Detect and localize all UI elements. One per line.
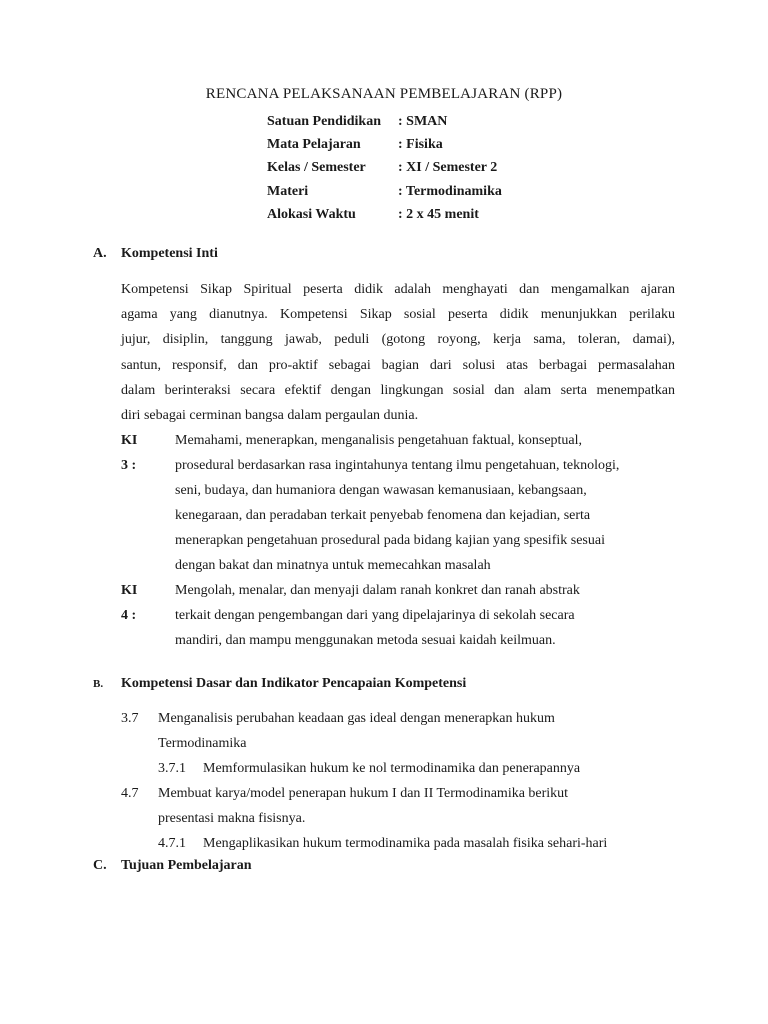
paragraph-line: dalam berinteraksi secara efektif dengan lingkungan sosial dan alam serta menempatkan (121, 382, 675, 398)
ki3-text (175, 428, 660, 578)
section-b-heading (93, 676, 466, 692)
meta-row (267, 110, 502, 133)
section-title: Tujuan Pembelajaran (121, 858, 252, 873)
ki3-line: menerapkan pengetahuan prosedural pada bidang kajian yang spesifik sesuai (175, 533, 605, 548)
ki3-label: KI 3 : (121, 433, 138, 473)
section-letter: A. (93, 246, 107, 261)
paragraph-line: jujur, disiplin, tanggung jawab, peduli (gotong royong, kerja sama, toleran, damai), (121, 332, 675, 348)
indicator-4-7-1-number: 4.7.1 (158, 836, 186, 851)
paragraph-line: Kompetensi Sikap Spiritual peserta didik adalah menghayati dan mengamalkan ajaran (121, 282, 675, 297)
indicator-3-7-1-number: 3.7.1 (158, 761, 186, 776)
meta-row (267, 204, 502, 227)
section-title: Kompetensi Dasar dan Indikator Pencapaian Kompetensi (121, 676, 467, 691)
ki4-label: KI 4 : (121, 583, 138, 623)
indicator-3-7-1-text: Memformulasikan hukum ke nol termodinamika dan penerapannya (203, 761, 581, 776)
section-title: Kompetensi Inti (121, 246, 218, 261)
meta-label: Satuan Pendidikan (267, 113, 381, 129)
meta-label: Mata Pelajaran (267, 137, 361, 153)
kompetensi-inti-paragraph (121, 277, 675, 428)
meta-value: : XI / Semester 2 (398, 160, 498, 176)
meta-value: : Termodinamika (398, 183, 502, 199)
meta-value: : Fisika (398, 137, 443, 153)
identity-table (267, 110, 502, 227)
section-letter: B. (93, 678, 104, 690)
ki4-text (175, 578, 660, 653)
ki4-line: Mengolah, menalar, dan menyaji dalam ranah konkret dan ranah abstrak (175, 583, 580, 598)
ki3-line: kenegaraan, dan peradaban terkait penyebab fenomena dan kejadian, serta (175, 508, 591, 523)
kd-4-7-number: 4.7 (121, 786, 139, 801)
meta-label: Kelas / Semester (267, 160, 366, 176)
ki4-line: mandiri, dan mampu menggunakan metoda sesuai kaidah keilmuan. (175, 633, 556, 648)
indicator-4-7-1-text: Mengaplikasikan hukum termodinamika pada masalah fisika sehari-hari (203, 836, 608, 851)
kd-3-7-number: 3.7 (121, 711, 139, 726)
kd-3-7-text: Menganalisis perubahan keadaan gas ideal dengan menerapkan hukum (158, 711, 555, 726)
section-c-heading (93, 858, 252, 874)
section-letter: C. (93, 858, 107, 873)
meta-value: : 2 x 45 menit (398, 207, 479, 223)
paragraph-line: santun, responsif, dan pro-aktif sebagai bagian dari solusi atas berbagai permasalahan (121, 357, 675, 373)
meta-label: Materi (267, 183, 309, 199)
paragraph-line: agama yang dianutnya. Kompetensi Sikap sosial peserta didik menunjukkan perilaku (121, 307, 675, 323)
ki3-line: dengan bakat dan minatnya untuk memecahkan masalah (175, 558, 491, 573)
ki3-line: Memahami, menerapkan, menganalisis pengetahuan faktual, konseptual, (175, 433, 583, 448)
paragraph-line: diri sebagai cerminan bangsa dalam pergaulan dunia. (121, 407, 419, 423)
ki3-line: prosedural berdasarkan rasa ingintahunya tentang ilmu pengetahuan, teknologi, (175, 458, 620, 473)
meta-value: : SMAN (398, 113, 448, 129)
ki3-line: seni, budaya, dan humaniora dengan wawasan kemanusiaan, kebangsaan, (175, 483, 587, 498)
kd-4-7-text: Membuat karya/model penerapan hukum I dan II Termodinamika berikut (158, 786, 569, 801)
section-a-heading (93, 246, 218, 262)
meta-row (267, 133, 502, 156)
meta-row (267, 157, 502, 180)
meta-row (267, 180, 502, 203)
kd-3-7-text-cont: Termodinamika (158, 736, 247, 751)
ki4-line: terkait dengan pengembangan dari yang dipelajarinya di sekolah secara (175, 608, 575, 623)
meta-label: Alokasi Waktu (267, 207, 356, 223)
document-title: RENCANA PELAKSANAAN PEMBELAJARAN (RPP) (205, 86, 563, 102)
kd-4-7-text-cont: presentasi makna fisisnya. (158, 811, 306, 826)
